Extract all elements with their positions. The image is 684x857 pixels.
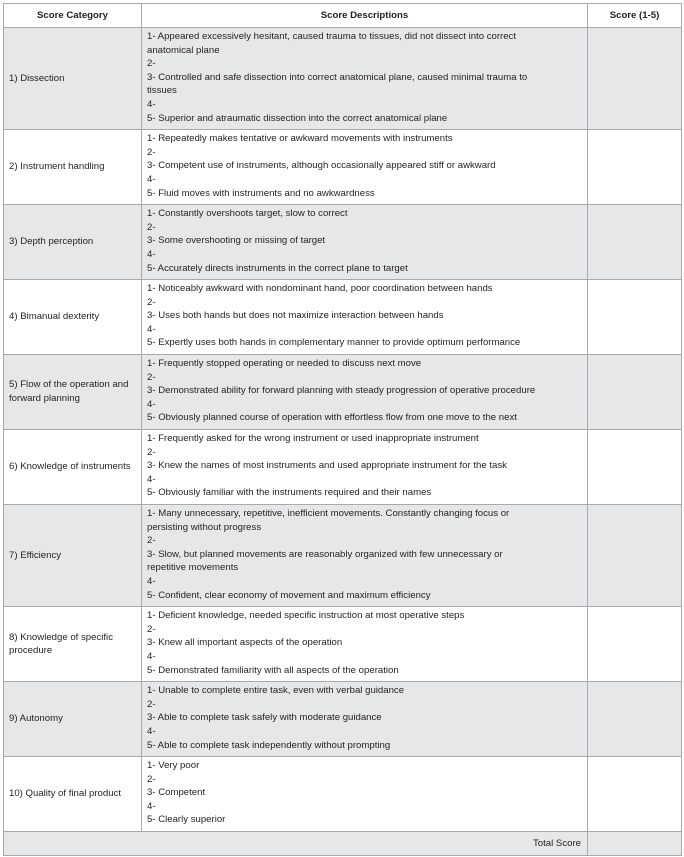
description-line: 5- Obviously familiar with the instruments required and their names bbox=[147, 487, 432, 499]
score-description-cell bbox=[142, 130, 588, 205]
description-line: persisting without progress bbox=[147, 521, 262, 533]
header-score: Score (1-5) bbox=[588, 4, 682, 28]
scoring-rubric-table bbox=[3, 3, 682, 856]
description-line: 5- Confident, clear economy of movement and maximum efficiency bbox=[147, 589, 431, 601]
score-description-cell bbox=[142, 505, 588, 607]
score-description-cell bbox=[142, 757, 588, 832]
table-row bbox=[4, 757, 682, 832]
description-line: 3- Competent bbox=[147, 787, 206, 799]
description-line: 2- bbox=[147, 146, 156, 158]
description-line: 2- bbox=[147, 446, 156, 458]
description-line: 2- bbox=[147, 221, 156, 233]
total-row bbox=[4, 832, 682, 856]
description-line: 4- bbox=[147, 725, 156, 737]
score-description-cell bbox=[142, 682, 588, 757]
header-row bbox=[4, 4, 682, 28]
description-line: 1- Unable to complete entire task, even with verbal guidance bbox=[147, 685, 405, 697]
description-line: 5- Demonstrated familiarity with all aspects of the operation bbox=[147, 664, 399, 676]
table-row bbox=[4, 682, 682, 757]
score-entry-cell[interactable] bbox=[588, 355, 682, 430]
score-description-cell bbox=[142, 430, 588, 505]
description-line: 4- bbox=[147, 650, 156, 662]
score-category-cell: 1) Dissection bbox=[4, 28, 142, 130]
score-entry-cell[interactable] bbox=[588, 607, 682, 682]
description-line: 5- Obviously planned course of operation with effortless flow from one move to the next bbox=[147, 412, 517, 424]
table-header bbox=[4, 4, 682, 28]
description-line: 3- Demonstrated ability for forward planning with steady progression of operative procedure bbox=[147, 385, 536, 397]
total-score-label: Total Score bbox=[4, 832, 588, 856]
score-category-cell: 5) Flow of the operation and forward planning bbox=[4, 355, 142, 430]
score-category-cell: 4) Bimanual dexterity bbox=[4, 280, 142, 355]
description-line: 4- bbox=[147, 800, 156, 812]
score-entry-cell[interactable] bbox=[588, 280, 682, 355]
description-line: 5- Superior and atraumatic dissection into the correct anatomical plane bbox=[147, 112, 448, 124]
description-line: 1- Frequently stopped operating or needed to discuss next move bbox=[147, 358, 422, 370]
score-category-cell: 10) Quality of final product bbox=[4, 757, 142, 832]
description-line: 1- Appeared excessively hesitant, caused trauma to tissues, did not dissect into correct bbox=[147, 31, 517, 42]
score-entry-cell[interactable] bbox=[588, 757, 682, 832]
description-line: 2- bbox=[147, 58, 156, 70]
description-line: 3- Competent use of instruments, although occasionally appeared stiff or awkward bbox=[147, 160, 496, 172]
score-category-cell: 6) Knowledge of instruments bbox=[4, 430, 142, 505]
description-line: 3- Knew all important aspects of the operation bbox=[147, 637, 343, 649]
description-line: 4- bbox=[147, 398, 156, 410]
description-line: 1- Frequently asked for the wrong instrument or used inappropriate instrument bbox=[147, 433, 479, 445]
description-line: repetitive movements bbox=[147, 562, 239, 574]
table-row bbox=[4, 205, 682, 280]
score-entry-cell[interactable] bbox=[588, 130, 682, 205]
table-row bbox=[4, 430, 682, 505]
score-category-cell: 3) Depth perception bbox=[4, 205, 142, 280]
description-line: 2- bbox=[147, 698, 156, 710]
score-category-cell: 8) Knowledge of specific procedure bbox=[4, 607, 142, 682]
header-score-category: Score Category bbox=[4, 4, 142, 28]
description-line: 1- Repeatedly makes tentative or awkward movements with instruments bbox=[147, 133, 453, 145]
description-line: 2- bbox=[147, 371, 156, 383]
description-line: tissues bbox=[147, 85, 177, 97]
description-line: 2- bbox=[147, 773, 156, 785]
description-line: 4- bbox=[147, 323, 156, 335]
description-line: 4- bbox=[147, 248, 156, 260]
score-entry-cell[interactable] bbox=[588, 682, 682, 757]
description-line: 4- bbox=[147, 473, 156, 485]
table-row bbox=[4, 505, 682, 607]
description-line: 1- Constantly overshoots target, slow to correct bbox=[147, 208, 348, 220]
score-category-cell: 2) Instrument handling bbox=[4, 130, 142, 205]
score-description-cell bbox=[142, 205, 588, 280]
table-row bbox=[4, 280, 682, 355]
description-line: 3- Some overshooting or missing of target bbox=[147, 235, 326, 247]
table-body bbox=[4, 28, 682, 832]
description-line: 5- Fluid moves with instruments and no awkwardness bbox=[147, 187, 375, 199]
score-entry-cell[interactable] bbox=[588, 430, 682, 505]
description-line: 2- bbox=[147, 296, 156, 308]
description-line: 5- Clearly superior bbox=[147, 814, 226, 826]
score-entry-cell[interactable] bbox=[588, 28, 682, 130]
score-entry-cell[interactable] bbox=[588, 205, 682, 280]
score-description-cell bbox=[142, 355, 588, 430]
description-line: 4- bbox=[147, 98, 156, 110]
score-description-cell bbox=[142, 607, 588, 682]
score-description-cell bbox=[142, 28, 588, 130]
description-line: 1- Deficient knowledge, needed specific instruction at most operative steps bbox=[147, 610, 465, 622]
description-line: 4- bbox=[147, 575, 156, 587]
header-score-descriptions: Score Descriptions bbox=[142, 4, 588, 28]
description-line: 1- Many unnecessary, repetitive, inefficient movements. Constantly changing focus or bbox=[147, 508, 510, 519]
total-score-cell[interactable] bbox=[588, 832, 682, 856]
description-line: 3- Slow, but planned movements are reasonably organized with few unnecessary or bbox=[147, 548, 503, 560]
description-line: 2- bbox=[147, 535, 156, 547]
description-line: 3- Knew the names of most instruments and used appropriate instrument for the task bbox=[147, 460, 507, 472]
description-line: anatomical plane bbox=[147, 44, 220, 56]
score-description-cell bbox=[142, 280, 588, 355]
table-row bbox=[4, 355, 682, 430]
table-row bbox=[4, 28, 682, 130]
description-line: 5- Able to complete task independently without prompting bbox=[147, 739, 391, 751]
score-entry-cell[interactable] bbox=[588, 505, 682, 607]
score-category-cell: 9) Autonomy bbox=[4, 682, 142, 757]
description-line: 2- bbox=[147, 623, 156, 635]
description-line: 1- Very poor bbox=[147, 760, 200, 772]
description-line: 3- Uses both hands but does not maximize interaction between hands bbox=[147, 310, 444, 322]
description-line: 4- bbox=[147, 173, 156, 185]
score-category-cell: 7) Efficiency bbox=[4, 505, 142, 607]
table-row bbox=[4, 130, 682, 205]
description-line: 5- Expertly uses both hands in complementary manner to provide optimum performance bbox=[147, 337, 521, 349]
description-line: 1- Noticeably awkward with nondominant hand, poor coordination between hands bbox=[147, 283, 493, 295]
description-line: 5- Accurately directs instruments in the correct plane to target bbox=[147, 262, 408, 274]
table-row bbox=[4, 607, 682, 682]
description-line: 3- Controlled and safe dissection into correct anatomical plane, caused minimal trauma to bbox=[147, 71, 528, 83]
description-line: 3- Able to complete task safely with moderate guidance bbox=[147, 712, 382, 724]
